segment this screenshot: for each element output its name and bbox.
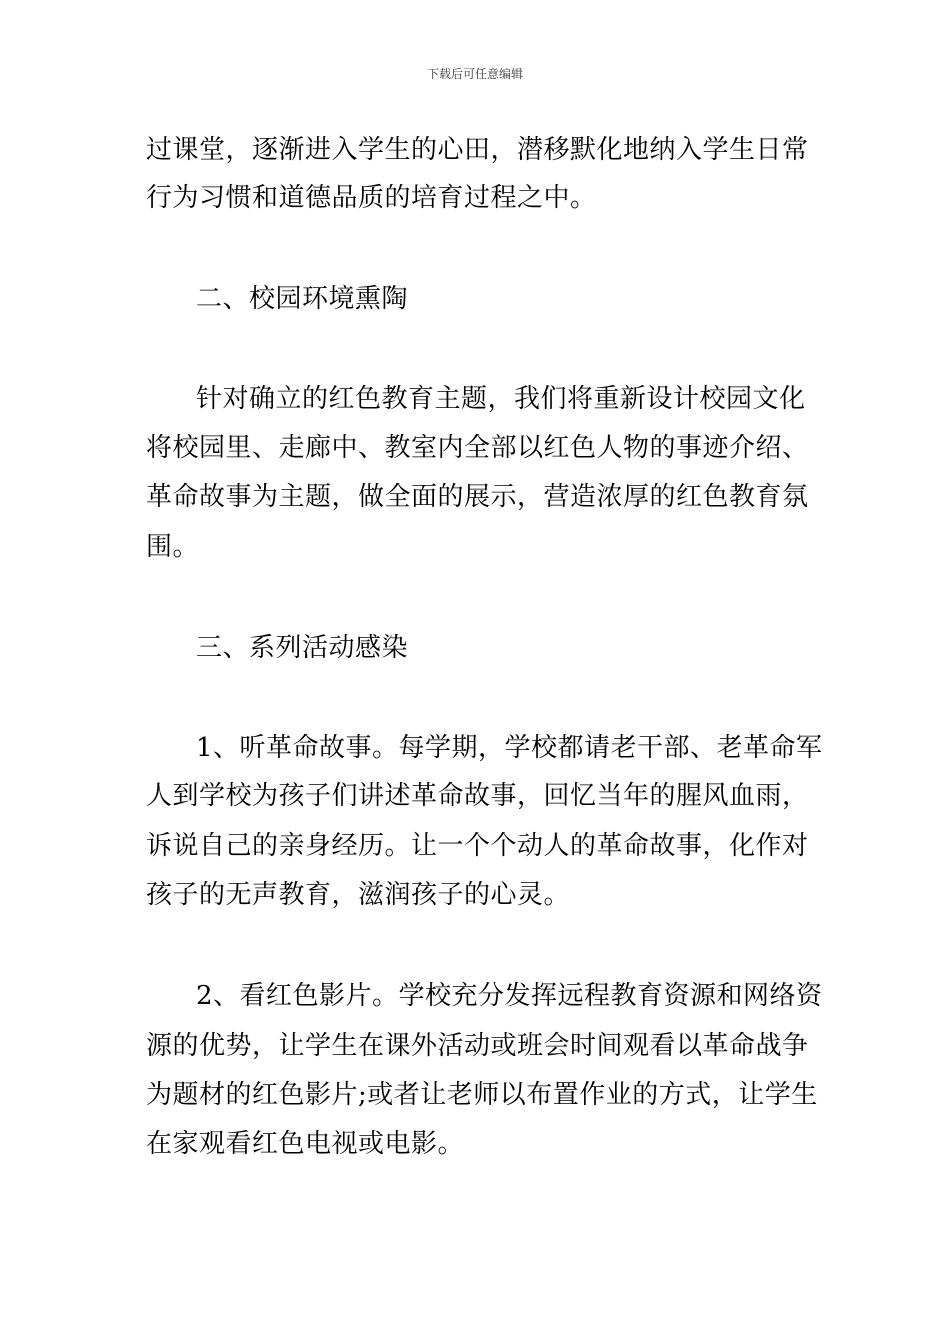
paragraph-line: 革命故事为主题，做全面的展示，营造浓厚的红色教育氛 [146, 482, 809, 512]
section-heading: 二、校园环境熏陶 [196, 284, 409, 314]
paragraph-line: 人到学校为孩子们讲述革命故事，回忆当年的腥风血雨， [146, 781, 809, 811]
paragraph-line: 1、听革命故事。每学期，学校都请老干部、老革命军 [196, 733, 823, 763]
section-heading: 三、系列活动感染 [196, 633, 409, 663]
paragraph-line: 过课堂，逐渐进入学生的心田，潜移默化地纳入学生日常 [146, 135, 809, 165]
paragraph-line: 2、看红色影片。学校充分发挥远程教育资源和网络资 [196, 981, 823, 1011]
paragraph-line: 为题材的红色影片;或者让老师以布置作业的方式，让学生 [146, 1080, 818, 1110]
paragraph-line: 诉说自己的亲身经历。让一个个动人的革命故事，化作对 [146, 831, 809, 861]
paragraph-line: 行为习惯和道德品质的培育过程之中。 [146, 183, 597, 213]
page-header-note: 下载后可任意编辑 [426, 67, 523, 81]
paragraph-line: 针对确立的红色教育主题，我们将重新设计校园文化 [196, 384, 806, 414]
paragraph-line: 围。 [146, 532, 200, 562]
paragraph-line: 孩子的无声教育，滋润孩子的心灵。 [146, 880, 571, 910]
paragraph-line: 将校园里、走廊中、教室内全部以红色人物的事迹介绍、 [146, 433, 809, 463]
paragraph-line: 在家观看红色电视或电影。 [146, 1129, 465, 1159]
paragraph-line: 源的优势，让学生在课外活动或班会时间观看以革命战争 [146, 1031, 809, 1061]
